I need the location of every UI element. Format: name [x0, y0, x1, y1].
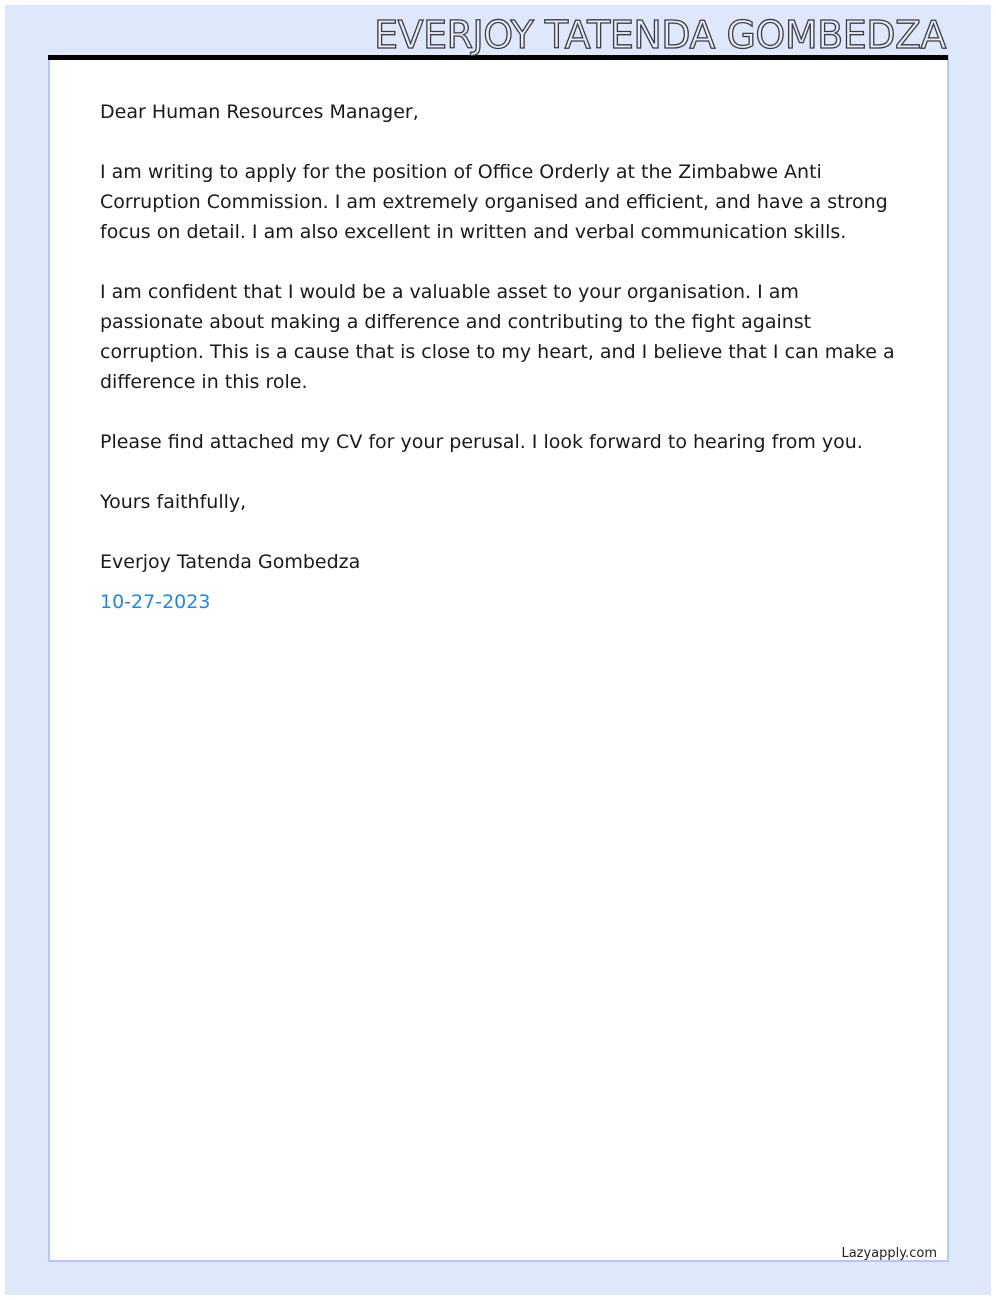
applicant-name-heading: EVERJOY TATENDA GOMBEDZA [374, 13, 946, 57]
paragraph: Please find attached my CV for your perusal. I look forward to hearing from you. [100, 431, 863, 453]
signature: Everjoy Tatenda Gombedza [100, 551, 361, 573]
footer-brand: Lazyapply.com [841, 1246, 937, 1261]
paragraph: I am writing to apply for the position of Office Orderly at the Zimbabwe Anti Corruption Commission. I am extremely organised and efficient, and have a strong focus on detail. I am also excellent in written and verbal communication skills. [100, 161, 888, 243]
salutation: Dear Human Resources Manager, [100, 101, 419, 123]
closing: Yours faithfully, [100, 491, 247, 513]
paragraph: I am confident that I would be a valuable asset to your organisation. I am passionate about making a difference and contributing to the fight against corruption. This is a cause that is close to my heart, and I believe that I can make a difference in this role. [100, 281, 895, 393]
letter-date: 10-27-2023 [100, 591, 211, 613]
letter-body [100, 97, 900, 617]
